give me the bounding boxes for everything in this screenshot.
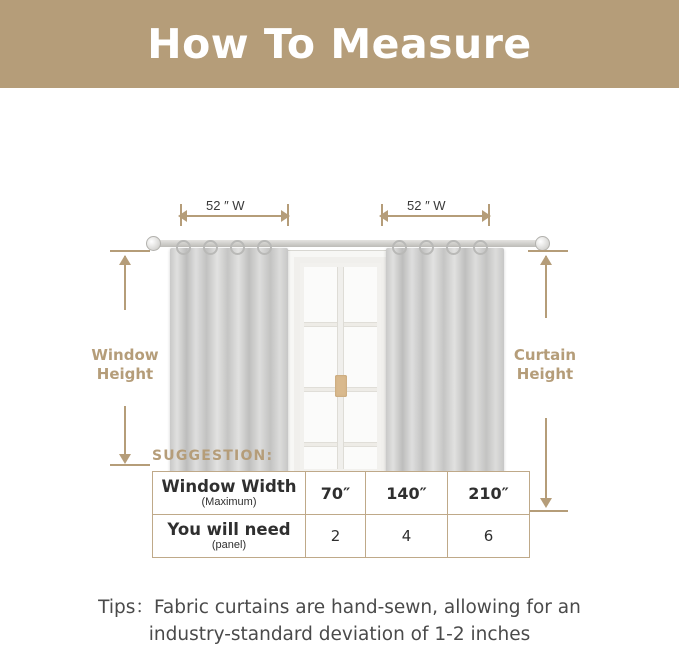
window-height-arrow-up-icon	[119, 255, 131, 265]
window-pane-grid	[304, 267, 377, 469]
grommet-icon	[446, 240, 461, 255]
cell-panels-2: 4	[366, 515, 448, 558]
window-height-label-line1: Window	[91, 346, 159, 364]
curtain-rod-finial-left-icon	[146, 236, 161, 251]
row-label-main: Window Width	[161, 477, 297, 496]
row-label-sub: (Maximum)	[201, 496, 257, 508]
grommet-icon	[203, 240, 218, 255]
curtain-rod-finial-right-icon	[535, 236, 550, 251]
window-height-label	[80, 346, 170, 384]
window-icon	[288, 251, 393, 485]
cell-window-width-2: 140″	[366, 472, 448, 515]
window-height-line-lower	[124, 406, 126, 458]
window-height-arrow-down-icon	[119, 454, 131, 464]
table-row	[153, 472, 530, 515]
tips-line2: industry-standard deviation of 1-2 inches	[148, 624, 531, 645]
left-width-dimension-line	[181, 215, 288, 217]
suggestion-heading: SUGGESTION:	[152, 448, 274, 464]
tips-line1: Fabric curtains are hand-sewn, allowing for an	[153, 597, 581, 618]
right-width-dimension-line	[382, 215, 489, 217]
window-mullion-vertical	[337, 267, 344, 469]
grommet-icon	[176, 240, 191, 255]
window-inner-frame	[300, 263, 381, 473]
cell-window-width-3: 210″	[448, 472, 530, 515]
row-label-panels-needed	[153, 515, 306, 558]
curtain-height-label	[500, 346, 590, 384]
window-height-label-line2: Height	[96, 365, 154, 383]
curtain-height-tick-bottom	[528, 510, 568, 512]
table-row	[153, 515, 530, 558]
curtain-height-arrow-down-icon	[540, 498, 552, 508]
grommet-row-left	[170, 240, 288, 256]
grommet-row-right	[386, 240, 504, 256]
row-label-main: You will need	[167, 520, 291, 539]
cell-panels-3: 6	[448, 515, 530, 558]
grommet-icon	[392, 240, 407, 255]
curtain-height-label-line1: Curtain	[513, 346, 577, 364]
page-title: How To Measure	[147, 20, 532, 68]
grommet-icon	[473, 240, 488, 255]
curtain-height-tick-top	[528, 250, 568, 252]
window-height-tick-top	[110, 250, 150, 252]
tips-note	[0, 594, 679, 648]
right-width-tick-end	[488, 204, 490, 226]
cell-panels-1: 2	[306, 515, 366, 558]
row-label-window-width	[153, 472, 306, 515]
left-width-tick-end	[287, 204, 289, 226]
window-height-tick-bottom	[110, 464, 150, 466]
row-label-sub: (panel)	[211, 539, 247, 551]
curtain-height-line-upper	[545, 256, 547, 318]
grommet-icon	[230, 240, 245, 255]
curtain-height-label-line2: Height	[516, 365, 574, 383]
right-width-tick-start	[381, 204, 383, 226]
curtain-height-arrow-up-icon	[540, 255, 552, 265]
tips-label: Tips：	[98, 597, 154, 618]
curtain-height-line-lower	[545, 418, 547, 502]
left-width-label: 52 ″ W	[206, 198, 245, 213]
header-banner	[0, 0, 679, 88]
measure-diagram	[0, 88, 679, 438]
right-width-label: 52 ″ W	[407, 198, 446, 213]
grommet-icon	[419, 240, 434, 255]
window-handle-icon	[335, 375, 347, 397]
suggestion-table	[152, 471, 530, 558]
left-width-tick-start	[180, 204, 182, 226]
cell-window-width-1: 70″	[306, 472, 366, 515]
grommet-icon	[257, 240, 272, 255]
